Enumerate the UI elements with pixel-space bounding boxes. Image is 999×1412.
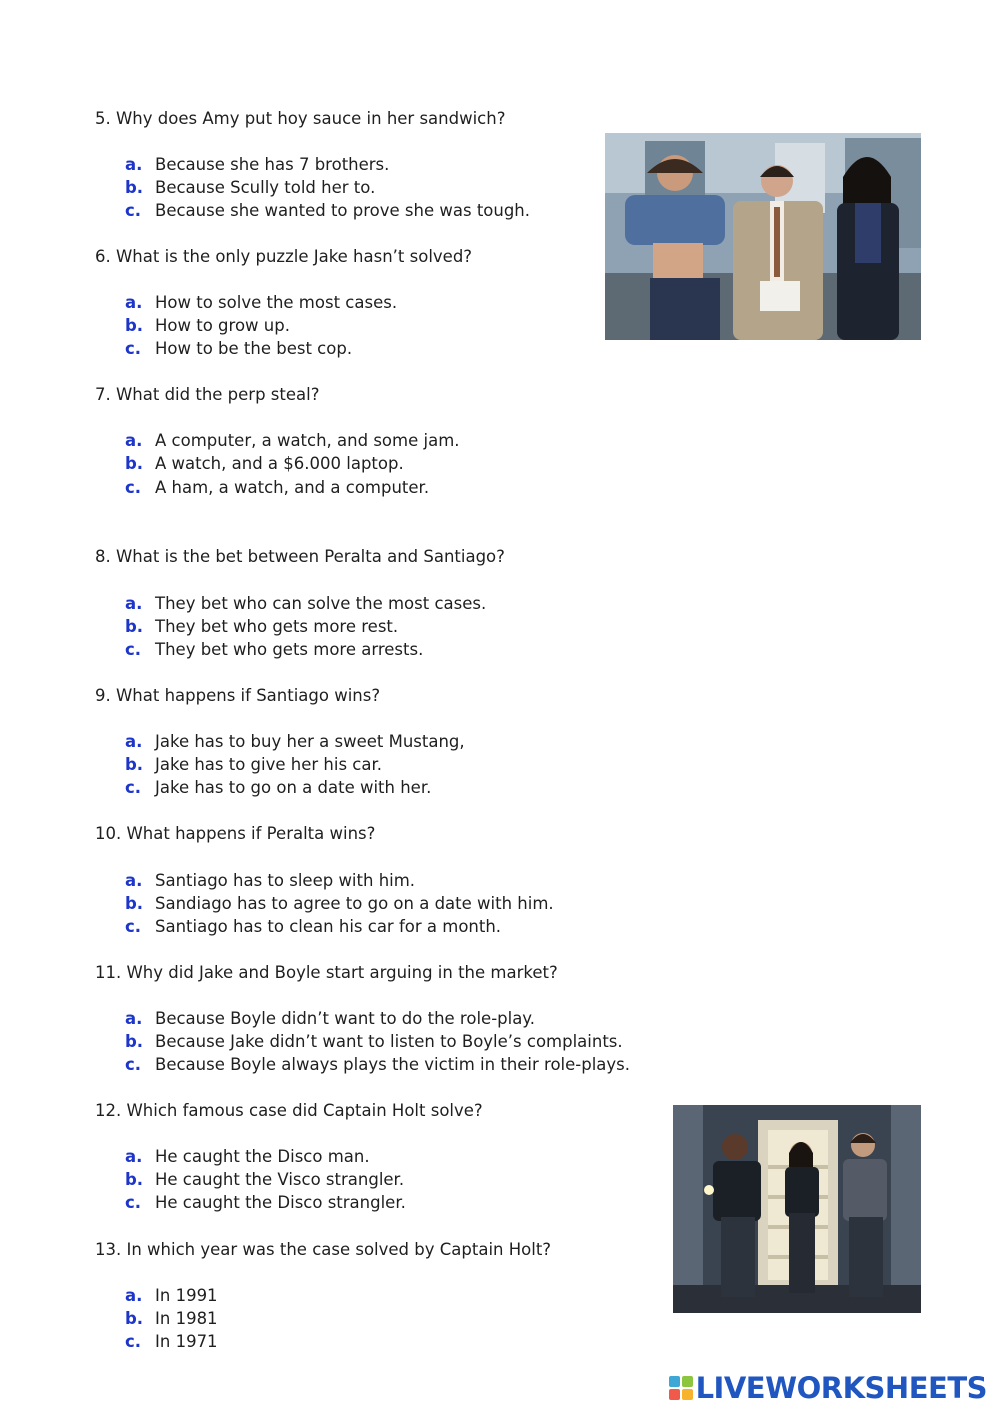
question-10: 10. What happens if Peralta wins? [95, 824, 376, 843]
option-9a[interactable]: a. Jake has to buy her a sweet Mustang, [125, 732, 465, 751]
question-9: 9. What happens if Santiago wins? [95, 686, 381, 705]
option-6a[interactable]: a. How to solve the most cases. [125, 293, 398, 312]
option-9b[interactable]: b. Jake has to give her his car. [125, 755, 382, 774]
option-6c[interactable]: c. How to be the best cop. [125, 339, 353, 358]
option-8b[interactable]: b. They bet who gets more rest. [125, 617, 399, 636]
option-10b[interactable]: b. Sandiago has to agree to go on a date with him. [125, 894, 554, 913]
option-8a[interactable]: a. They bet who can solve the most cases. [125, 594, 487, 613]
question-11: 11. Why did Jake and Boyle start arguing in the market? [95, 963, 558, 982]
question-12: 12. Which famous case did Captain Holt solve? [95, 1101, 483, 1120]
option-5b[interactable]: b. Because Scully told her to. [125, 178, 376, 197]
logo-text: LIVEWORKSHEETS [695, 1371, 987, 1405]
option-8c[interactable]: c. They bet who gets more arrests. [125, 640, 424, 659]
question-7: 7. What did the perp steal? [95, 385, 320, 404]
option-7a[interactable]: a. A computer, a watch, and some jam. [125, 431, 460, 450]
option-7c[interactable]: c. A ham, a watch, and a computer. [125, 478, 430, 497]
question-13: 13. In which year was the case solved by Captain Holt? [95, 1240, 552, 1259]
question-6: 6. What is the only puzzle Jake hasn’t solved? [95, 247, 473, 266]
question-5: 5. Why does Amy put hoy sauce in her sandwich? [95, 109, 506, 128]
option-5a[interactable]: a. Because she has 7 brothers. [125, 155, 390, 174]
option-11a[interactable]: a. Because Boyle didn’t want to do the role-play. [125, 1009, 535, 1028]
question-8: 8. What is the bet between Peralta and Santiago? [95, 547, 505, 566]
option-12a[interactable]: a. He caught the Disco man. [125, 1147, 370, 1166]
option-10c[interactable]: c. Santiago has to clean his car for a month. [125, 917, 502, 936]
option-11c[interactable]: c. Because Boyle always plays the victim in their role-plays. [125, 1055, 631, 1074]
option-13b[interactable]: b. In 1981 [125, 1309, 218, 1328]
logo-blocks-icon [669, 1376, 693, 1400]
option-13c[interactable]: c. In 1971 [125, 1332, 218, 1351]
option-13a[interactable]: a. In 1991 [125, 1286, 218, 1305]
liveworksheets-logo [669, 1372, 987, 1404]
option-12b[interactable]: b. He caught the Visco strangler. [125, 1170, 405, 1189]
option-6b[interactable]: b. How to grow up. [125, 316, 290, 335]
option-5c[interactable]: c. Because she wanted to prove she was tough. [125, 201, 531, 220]
hallway-photo [673, 1105, 921, 1313]
squad-room-photo [605, 133, 921, 340]
option-7b[interactable]: b. A watch, and a $6.000 laptop. [125, 454, 404, 473]
option-10a[interactable]: a. Santiago has to sleep with him. [125, 871, 416, 890]
option-12c[interactable]: c. He caught the Disco strangler. [125, 1193, 406, 1212]
option-9c[interactable]: c. Jake has to go on a date with her. [125, 778, 432, 797]
option-11b[interactable]: b. Because Jake didn’t want to listen to Boyle’s complaints. [125, 1032, 623, 1051]
